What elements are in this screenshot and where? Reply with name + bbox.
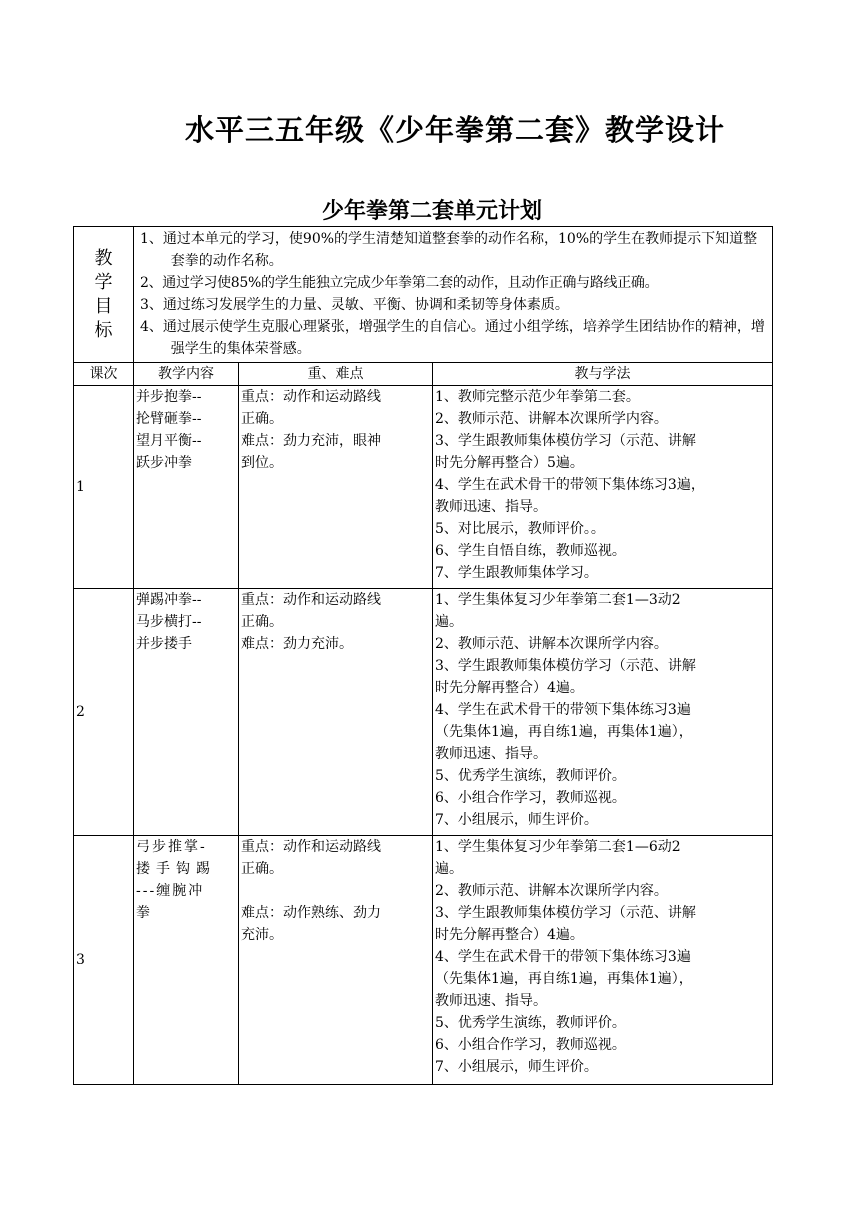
- method-line: （先集体1遍，再自练1遍，再集体1遍），: [435, 724, 693, 740]
- lesson-content: [134, 386, 239, 589]
- method-line: 1、学生集体复习少年拳第二套1—3动2: [435, 592, 681, 608]
- method-line: 6、小组合作学习，教师巡视。: [435, 790, 626, 806]
- method-line: 3、学生跟教师集体模仿学习（示范、讲解: [435, 658, 696, 674]
- lesson-key-points: [239, 589, 433, 836]
- unit-plan-table: [73, 226, 773, 1085]
- goal-item: 4、通过展示使学生克服心理紧张，增强学生的自信心。通过小组学练，培养学生团结协作的精神，增强学生的集体荣誉感。: [140, 319, 765, 357]
- goals-list: [134, 227, 773, 363]
- goals-row: [74, 227, 773, 363]
- method-line: 7、学生跟教师集体学习。: [435, 565, 598, 581]
- method-line: 教师迅速、指导。: [435, 499, 547, 515]
- unit-plan-title: 少年拳第二套单元计划: [321, 199, 542, 224]
- method-line: 时先分解再整合）4遍。: [435, 680, 584, 696]
- lesson-methods: [433, 386, 773, 589]
- method-line: 教师迅速、指导。: [435, 993, 547, 1009]
- content-line: 并步抱拳--: [136, 389, 202, 405]
- method-line: 4、学生在武术骨干的带领下集体练习3遍: [435, 702, 691, 718]
- key-point-line: 正确。: [241, 411, 283, 427]
- method-line: 教师迅速、指导。: [435, 746, 547, 762]
- method-line: 2、教师示范、讲解本次课所学内容。: [435, 883, 668, 899]
- goals-label-char: 标: [94, 319, 113, 341]
- lesson-content: [134, 589, 239, 836]
- lesson-number: 2: [74, 589, 134, 836]
- method-line: 遍。: [435, 861, 463, 877]
- method-line: 3、学生跟教师集体模仿学习（示范、讲解: [435, 433, 696, 449]
- table-row: [74, 836, 773, 1085]
- header-lesson-number: 课次: [74, 363, 134, 386]
- header-teaching-content: 教学内容: [134, 363, 239, 386]
- key-point-line: 到位。: [241, 455, 283, 471]
- method-line: （先集体1遍，再自练1遍，再集体1遍），: [435, 971, 693, 987]
- header-key-difficult-points: 重、难点: [239, 363, 433, 386]
- key-point-line: 难点：劲力充沛。: [241, 636, 353, 652]
- method-line: 7、小组展示，师生评价。: [435, 1059, 598, 1075]
- method-line: 4、学生在武术骨干的带领下集体练习3遍: [435, 949, 691, 965]
- goals-label-char: 教: [94, 247, 113, 269]
- table-header-row: [74, 363, 773, 386]
- key-point-line: 重点：动作和运动路线: [241, 389, 381, 405]
- lesson-number: 3: [74, 836, 134, 1085]
- method-line: 时先分解再整合）5遍。: [435, 455, 584, 471]
- key-point-line: 重点：动作和运动路线: [241, 592, 381, 608]
- key-point-line: 充沛。: [241, 927, 283, 943]
- method-line: 7、小组展示，师生评价。: [435, 812, 598, 828]
- key-point-line: 难点：动作熟练、劲力: [241, 905, 381, 921]
- method-line: 2、教师示范、讲解本次课所学内容。: [435, 636, 668, 652]
- content-line: 搂手钩踢: [136, 861, 216, 877]
- method-line: 5、对比展示，教师评价。。: [435, 521, 605, 537]
- method-line: 5、优秀学生演练，教师评价。: [435, 1015, 626, 1031]
- method-line: 2、教师示范、讲解本次课所学内容。: [435, 411, 668, 427]
- key-point-line: 正确。: [241, 614, 283, 630]
- key-point-line: 正确。: [241, 861, 283, 877]
- header-teaching-methods: 教与学法: [433, 363, 773, 386]
- key-point-line: 难点：劲力充沛，眼神: [241, 433, 381, 449]
- content-line: 马步横打--: [136, 614, 202, 630]
- content-line: 弓步推掌-: [136, 839, 207, 855]
- content-line: 抡臂砸拳--: [136, 411, 202, 427]
- lesson-key-points: [239, 836, 433, 1085]
- method-line: 5、优秀学生演练，教师评价。: [435, 768, 626, 784]
- goals-label-char: 目: [94, 295, 113, 317]
- method-line: 1、教师完整示范少年拳第二套。: [435, 389, 640, 405]
- table-row: [74, 386, 773, 589]
- method-line: 1、学生集体复习少年拳第二套1—6动2: [435, 839, 681, 855]
- table-row: [74, 589, 773, 836]
- goal-item: 2、通过学习使85%的学生能独立完成少年拳第二套的动作，且动作正确与路线正确。: [140, 275, 659, 291]
- goal-item: 1、通过本单元的学习，使90%的学生清楚知道整套拳的动作名称，10%的学生在教师提示下知道整套拳的动作名称。: [140, 231, 758, 269]
- document-title: 水平三五年级《少年拳第二套》教学设计: [184, 113, 725, 147]
- content-line: 拳: [136, 905, 150, 921]
- content-line: ---缠腕冲: [136, 883, 205, 899]
- lesson-methods: [433, 836, 773, 1085]
- lesson-number: 1: [74, 386, 134, 589]
- method-line: 时先分解再整合）4遍。: [435, 927, 584, 943]
- content-line: 跃步冲拳: [136, 455, 192, 471]
- lesson-methods: [433, 589, 773, 836]
- key-point-spacer: [241, 880, 430, 902]
- method-line: 4、学生在武术骨干的带领下集体练习3遍，: [435, 477, 705, 493]
- lesson-content: [134, 836, 239, 1085]
- goals-label-char: 学: [94, 271, 113, 293]
- content-line: 弹踢冲拳--: [136, 592, 202, 608]
- method-line: 6、学生自悟自练，教师巡视。: [435, 543, 626, 559]
- method-line: 6、小组合作学习，教师巡视。: [435, 1037, 626, 1053]
- method-line: 3、学生跟教师集体模仿学习（示范、讲解: [435, 905, 696, 921]
- content-line: 望月平衡--: [136, 433, 202, 449]
- goal-item: 3、通过练习发展学生的力量、灵敏、平衡、协调和柔韧等身体素质。: [140, 297, 569, 313]
- method-line: 遍。: [435, 614, 463, 630]
- key-point-line: 重点：动作和运动路线: [241, 839, 381, 855]
- goals-label: [74, 227, 134, 363]
- lesson-key-points: [239, 386, 433, 589]
- content-line: 并步搂手: [136, 636, 192, 652]
